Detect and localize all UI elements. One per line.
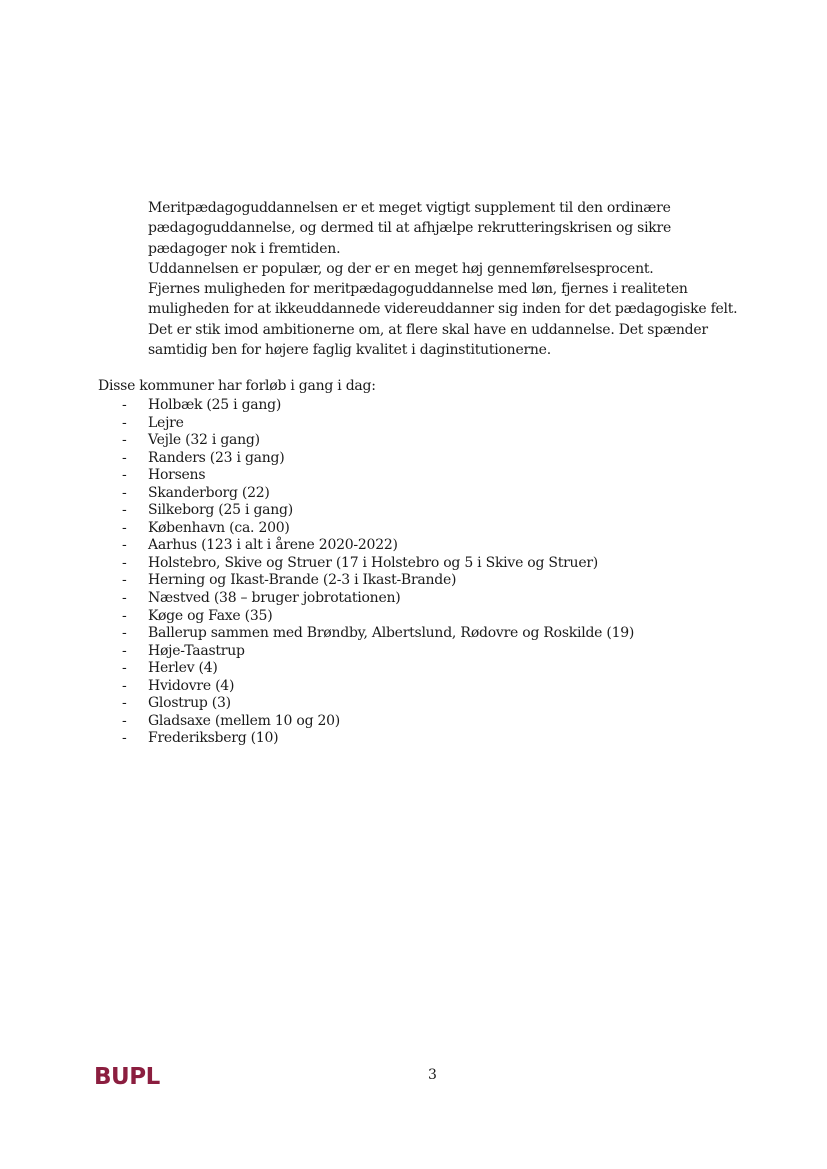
list-item <box>122 713 634 731</box>
intro-line: samtidig ben for højere faglig kvalitet i daginstitutionerne. <box>148 342 551 359</box>
intro-line: pædagoger nok i fremtiden. <box>148 240 341 257</box>
list-item-text: Herlev (4) <box>148 660 218 677</box>
list-item <box>122 555 634 573</box>
list-item-text: Skanderborg (22) <box>148 484 270 501</box>
dash-bullet: - <box>122 414 127 431</box>
list-item-text: Næstved (38 – bruger jobrotationen) <box>148 590 401 607</box>
intro-line: Fjernes muligheden for meritpædagoguddannelse med løn, fjernes i realiteten <box>148 281 688 298</box>
list-item <box>122 660 634 678</box>
intro-line: Det er stik imod ambitionerne om, at flere skal have en uddannelse. Det spænder <box>148 321 708 338</box>
intro-paragraph <box>148 198 748 360</box>
list-item-text: Hvidovre (4) <box>148 677 235 694</box>
dash-bullet: - <box>122 712 127 729</box>
list-item-text: Aarhus (123 i alt i årene 2020-2022) <box>148 537 398 554</box>
list-item-text: Herning og Ikast-Brande (2-3 i Ikast-Brande) <box>148 572 457 589</box>
list-item-text: Horsens <box>148 467 206 484</box>
list-item <box>122 485 634 503</box>
dash-bullet: - <box>122 537 127 554</box>
dash-bullet: - <box>122 695 127 712</box>
list-item <box>122 432 634 450</box>
list-item-text: København (ca. 200) <box>148 519 290 536</box>
dash-bullet: - <box>122 572 127 589</box>
dash-bullet: - <box>122 397 127 413</box>
list-item <box>122 520 634 538</box>
list-item <box>122 608 634 626</box>
list-item-text: Holbæk (25 i gang) <box>148 397 282 413</box>
list-item-text: Randers (23 i gang) <box>148 449 285 466</box>
list-item <box>122 695 634 713</box>
list-item <box>122 415 634 433</box>
list-item-text: Ballerup sammen med Brøndby, Albertslund, Rødovre og Roskilde (19) <box>148 625 635 642</box>
intro-line: Meritpædagoguddannelsen er et meget vigtigt supplement til den ordinære <box>148 200 671 216</box>
dash-bullet: - <box>122 660 127 677</box>
list-item <box>122 643 634 661</box>
dash-bullet: - <box>122 642 127 659</box>
dash-bullet: - <box>122 730 127 747</box>
list-item-text: Frederiksberg (10) <box>148 730 279 747</box>
bupl-logo: BUPL <box>94 1064 160 1090</box>
dash-bullet: - <box>122 502 127 519</box>
list-item <box>122 450 634 468</box>
dash-bullet: - <box>122 554 127 571</box>
dash-bullet: - <box>122 449 127 466</box>
intro-line: muligheden for at ikkeuddannede videreuddanner sig inden for det pædagogiske felt. <box>148 301 738 318</box>
list-item <box>122 397 634 415</box>
dash-bullet: - <box>122 467 127 484</box>
list-item <box>122 678 634 696</box>
intro-line: pædagoguddannelse, og dermed til at afhjælpe rekrutteringskrisen og sikre <box>148 220 672 237</box>
municipalities-list <box>122 397 634 748</box>
dash-bullet: - <box>122 590 127 607</box>
dash-bullet: - <box>122 607 127 624</box>
list-item-text: Høje-Taastrup <box>148 642 245 659</box>
dash-bullet: - <box>122 484 127 501</box>
list-item <box>122 590 634 608</box>
list-item-text: Gladsaxe (mellem 10 og 20) <box>148 712 341 729</box>
list-item <box>122 572 634 590</box>
list-item <box>122 502 634 520</box>
list-item-text: Glostrup (3) <box>148 695 231 712</box>
list-item-text: Vejle (32 i gang) <box>148 432 260 449</box>
intro-line: Uddannelsen er populær, og der er en meget høj gennemførelsesprocent. <box>148 260 654 277</box>
list-item <box>122 467 634 485</box>
list-item-text: Holstebro, Skive og Struer (17 i Holstebro og 5 i Skive og Struer) <box>148 554 599 571</box>
page-number: 3 <box>428 1067 437 1083</box>
dash-bullet: - <box>122 519 127 536</box>
list-item-text: Lejre <box>148 414 184 431</box>
dash-bullet: - <box>122 625 127 642</box>
list-item <box>122 625 634 643</box>
municipalities-heading: Disse kommuner har forløb i gang i dag: <box>98 378 376 394</box>
dash-bullet: - <box>122 677 127 694</box>
list-item-text: Silkeborg (25 i gang) <box>148 502 293 519</box>
dash-bullet: - <box>122 432 127 449</box>
list-item <box>122 537 634 555</box>
list-item <box>122 730 634 748</box>
list-item-text: Køge og Faxe (35) <box>148 607 273 624</box>
